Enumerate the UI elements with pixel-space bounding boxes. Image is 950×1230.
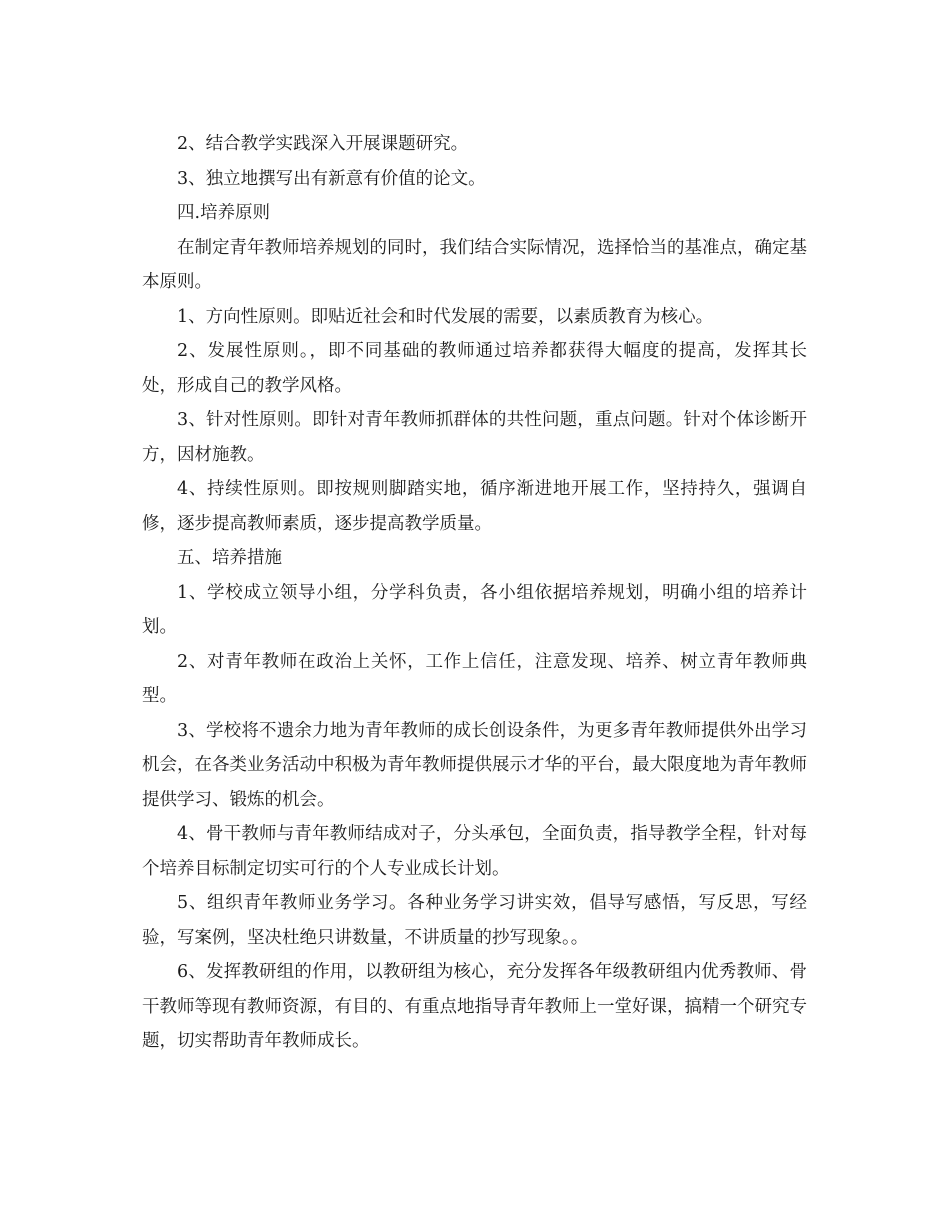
list-item: 2、发展性原则。，即不同基础的教师通过培养都获得大幅度的提高，发挥其长处，形成自己的教学风格。 (142, 341, 807, 396)
list-item: 6、发挥教研组的作用，以教研组为核心，充分发挥各年级教研组内优秀教师、骨干教师等现有教师资源，有目的、有重点地指导青年教师上一堂好课，搞精一个研究专题，切实帮助青年教师成长。 (142, 962, 807, 1051)
list-item: 2、对青年教师在政治上关怀，工作上信任，注意发现、培养、树立青年教师典型。 (142, 651, 807, 706)
document-page (142, 127, 807, 1059)
list-item: 2、结合教学实践深入开展课题研究。 (177, 134, 469, 154)
section-heading: 四.培养原则 (177, 203, 271, 223)
section-heading: 五、培养措施 (177, 548, 282, 568)
list-item: 3、独立地撰写出有新意有价值的论文。 (177, 168, 486, 189)
list-item: 1、方向性原则。即贴近社会和时代发展的需要，以素质教育为核心。 (177, 306, 714, 327)
list-item: 4、持续性原则。即按规则脚踏实地，循序渐进地开展工作，坚持持久，强调自修，逐步提高教师素质，逐步提高教学质量。 (142, 479, 807, 534)
list-item: 1、学校成立领导小组，分学科负责，各小组依据培养规划，明确小组的培养计划。 (142, 582, 807, 637)
list-item: 4、骨干教师与青年教师结成对子，分头承包，全面负责，指导教学全程，针对每个培养目标制定切实可行的个人专业成长计划。 (142, 824, 807, 879)
list-item: 3、针对性原则。即针对青年教师抓群体的共性问题，重点问题。针对个体诊断开方，因材施教。 (142, 410, 807, 465)
paragraph: 在制定青年教师培养规划的同时，我们结合实际情况，选择恰当的基准点，确定基本原则。 (142, 237, 807, 292)
list-item: 3、学校将不遗余力地为青年教师的成长创设条件，为更多青年教师提供外出学习机会，在各类业务活动中积极为青年教师提供展示才华的平台，最大限度地为青年教师提供学习、锻炼的机会。 (142, 720, 807, 810)
list-item: 5、组织青年教师业务学习。各种业务学习讲实效，倡导写感悟，写反思，写经验，写案例，坚决杜绝只讲数量，不讲质量的抄写现象。。 (142, 893, 807, 948)
